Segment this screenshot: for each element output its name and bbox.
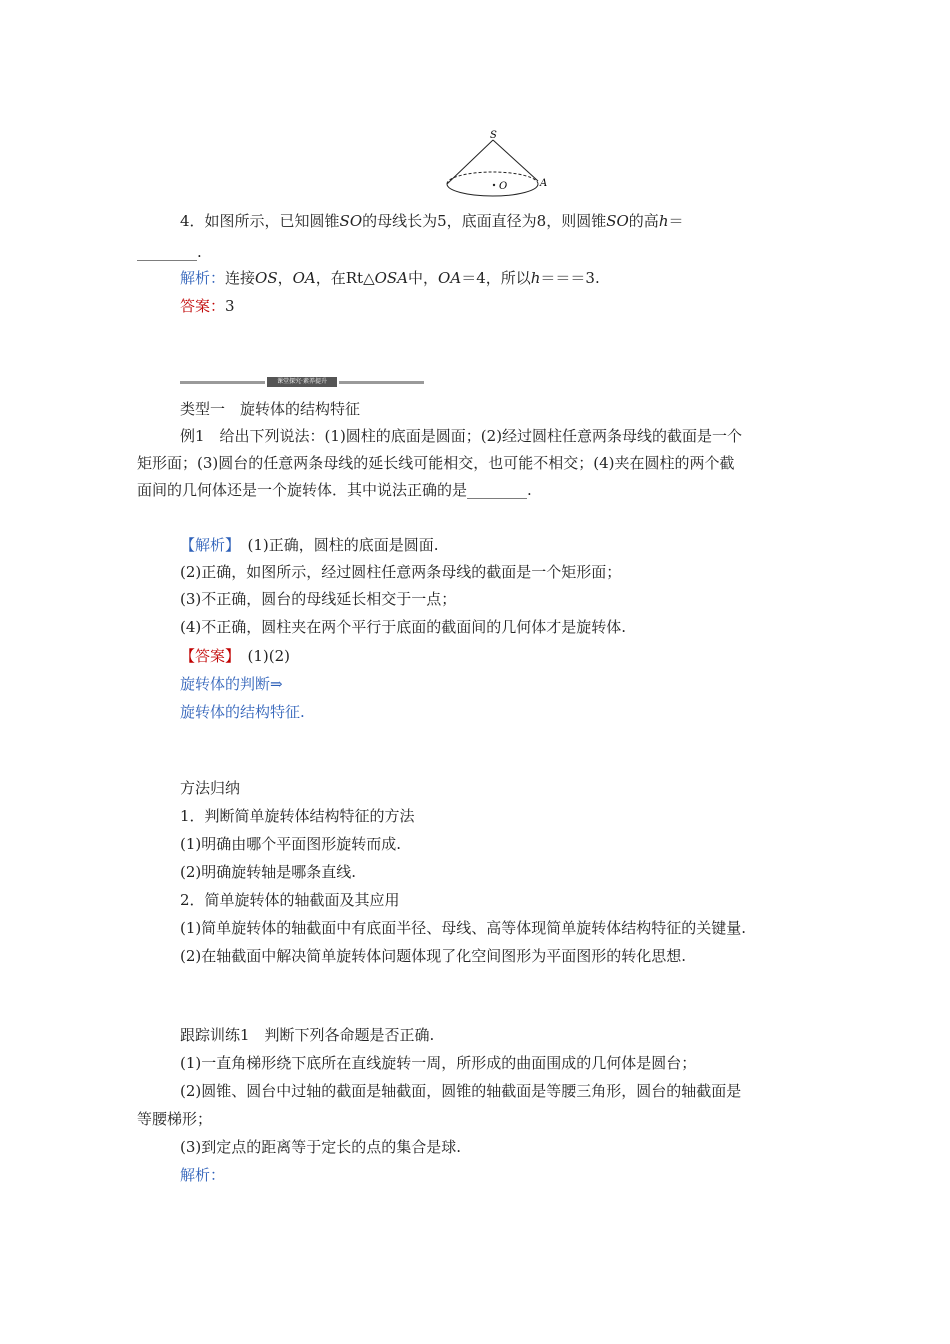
method-line6: (2)在轴截面中解决简单旋转体问题体现了化空间图形为平面图形的转化思想. (180, 947, 687, 965)
tip-line1: 旋转体的判断⇒ (180, 675, 283, 693)
example1-line2: 矩形面；(3)圆台的任意两条母线的延长线可能相交，也可能不相交；(4)夹在圆柱的两个截 (137, 454, 735, 472)
label-s: S (490, 130, 497, 141)
q4-answer: 答案：3 (180, 297, 235, 315)
analysis-line2: (2)正确，如图所示，经过圆柱任意两条母线的截面是一个矩形面； (180, 563, 622, 581)
method-title: 方法归纳 (180, 779, 241, 797)
answer-line: 【答案】 (1)(2) (180, 647, 291, 665)
method-line3: (2)明确旋转轴是哪条直线. (180, 863, 357, 881)
label-o: O (499, 181, 508, 192)
q4-solution: 解析：连接OS，OA，在Rt△OSA中，OA＝4，所以h＝＝＝3. (180, 269, 600, 287)
section-divider (180, 377, 424, 387)
practice-line3: 等腰梯形； (137, 1110, 213, 1128)
cone-figure (440, 126, 560, 202)
method-line1: 1．判断简单旋转体结构特征的方法 (180, 807, 415, 825)
practice-solution-label: 解析： (180, 1166, 226, 1184)
method-line2: (1)明确由哪个平面图形旋转而成. (180, 835, 402, 853)
practice-line1: (1)一直角梯形绕下底所在直线旋转一周，所形成的曲面围成的几何体是圆台； (180, 1054, 697, 1072)
analysis-line4: (4)不正确，圆柱夹在两个平行于底面的截面间的几何体才是旋转体. (180, 618, 627, 636)
analysis-line1: 【解析】 (1)正确，圆柱的底面是圆面. (180, 536, 439, 554)
tip-line2: 旋转体的结构特征. (180, 703, 305, 721)
practice-line4: (3)到定点的距离等于定长的点的集合是球. (180, 1138, 462, 1156)
divider-tag: 课堂探究·素养提升 (267, 377, 337, 387)
example1-line1: 例1 给出下列说法：(1)圆柱的底面是圆面；(2)经过圆柱任意两条母线的截面是一个 (180, 427, 743, 445)
method-line5: (1)简单旋转体的轴截面中有底面半径、母线、高等体现简单旋转体结构特征的关键量. (180, 919, 747, 937)
method-line4: 2．简单旋转体的轴截面及其应用 (180, 891, 400, 909)
example1-line3: 面间的几何体还是一个旋转体．其中说法正确的是________. (137, 481, 532, 499)
practice-line2: (2)圆锥、圆台中过轴的截面是轴截面，圆锥的轴截面是等腰三角形，圆台的轴截面是 (180, 1082, 742, 1100)
type1-title: 类型一 旋转体的结构特征 (180, 400, 361, 418)
analysis-line3: (3)不正确，圆台的母线延长相交于一点； (180, 590, 457, 608)
q4-blank: ________. (137, 243, 202, 261)
q4-line1: 4．如图所示，已知圆锥SO的母线长为5，底面直径为8，则圆锥SO的高h＝ (180, 212, 684, 230)
label-a: A (540, 178, 548, 189)
practice-title: 跟踪训练1 判断下列各命题是否正确. (180, 1026, 435, 1044)
